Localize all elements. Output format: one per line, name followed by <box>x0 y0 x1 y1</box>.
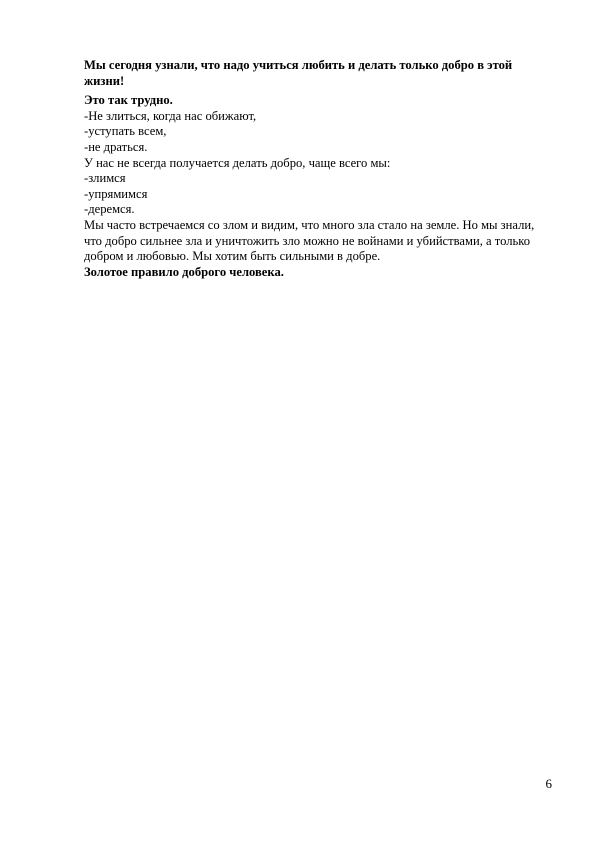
paragraph-evil-and-good: Мы часто встречаемся со злом и видим, что много зла стало на земле. Но мы знали, что добро сильнее зла и уничтожить зло можно не войнами и убийствами, а только добром и любовью. Мы хотим быть сильными в добре. <box>84 217 535 264</box>
paragraph-not-always: У нас не всегда получается делать добро, чаще всего мы: <box>84 155 391 170</box>
list-item-fight: -деремся. <box>84 202 135 217</box>
list-item-no-fight: -не драться. <box>84 139 148 154</box>
page-number: 6 <box>545 776 552 791</box>
document-body <box>84 58 544 280</box>
list-item-not-angry: -Не злиться, когда нас обижают, <box>84 108 257 123</box>
paragraph-golden-rule: Золотое правило доброго человека. <box>84 264 284 279</box>
list-item-stubborn: -упрямимся <box>84 186 148 201</box>
paragraph-difficulty: Это так трудно. <box>84 93 173 108</box>
paragraph-intro: Мы сегодня узнали, что надо учиться любить и делать только добро в этой жизни! <box>84 58 513 88</box>
list-item-anger: -злимся <box>84 171 126 186</box>
list-item-yield: -уступать всем, <box>84 124 167 139</box>
